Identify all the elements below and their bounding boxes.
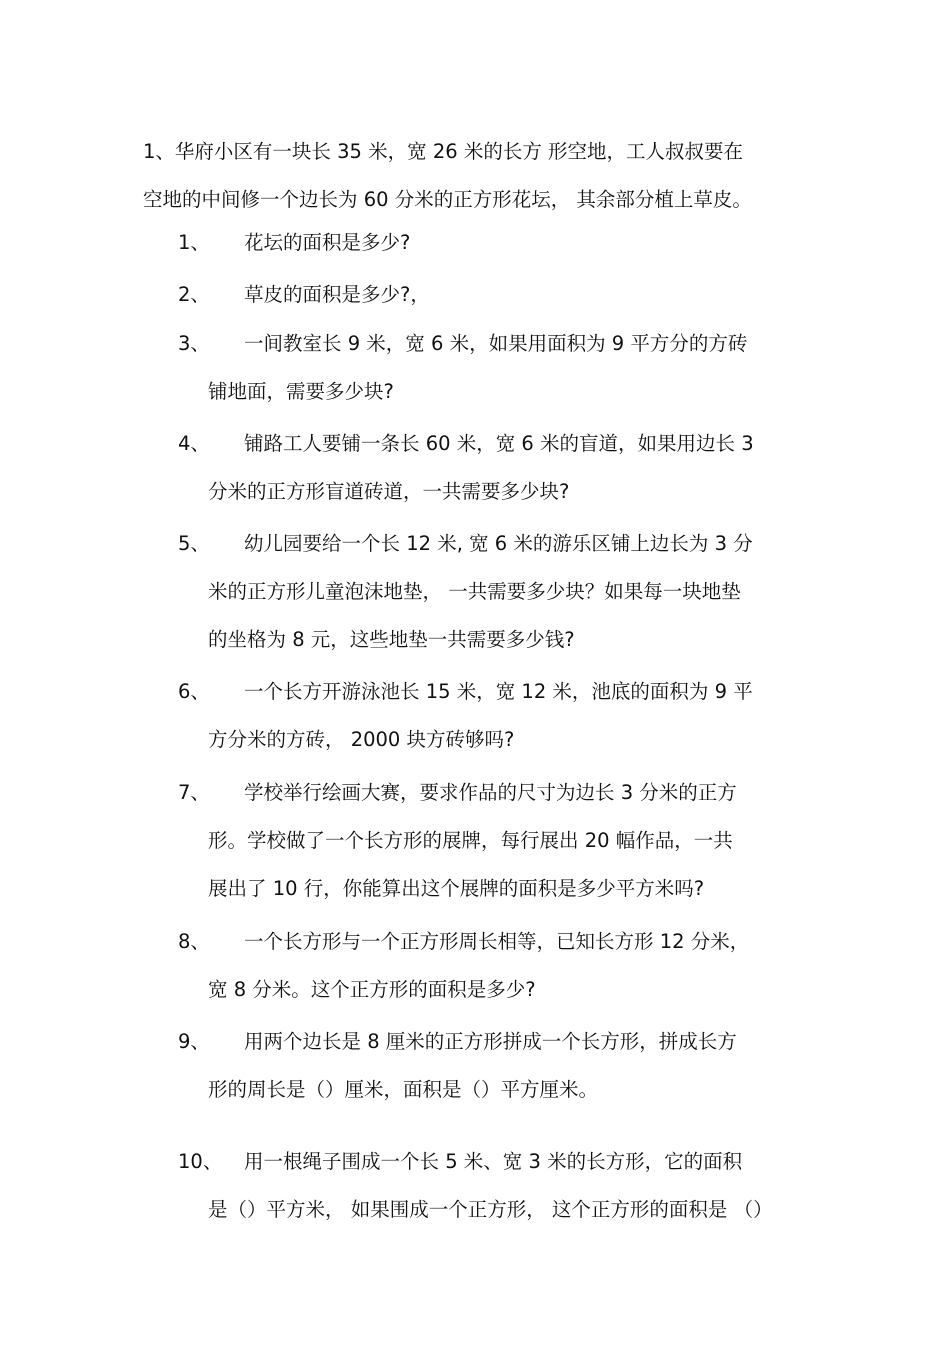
question-text: 展出了 10 行，你能算出这个展牌的面积是多少平方米吗? <box>208 877 705 900</box>
question-text: 形。学校做了一个长方形的展牌，每行展出 20 幅作品，一共 <box>208 829 733 852</box>
intro-paragraph <box>143 128 823 224</box>
question-9 <box>178 1018 828 1114</box>
question-text: 方分米的方砖， 2000 块方砖够吗? <box>208 728 515 751</box>
question-7 <box>178 769 828 913</box>
question-text: 用两个边长是 8 厘米的正方形拼成一个长方形，拼成长方 <box>244 1030 737 1053</box>
question-2 <box>178 271 828 319</box>
question-number: 1、 <box>178 231 210 254</box>
question-number: 5、 <box>178 532 210 555</box>
question-4 <box>178 420 828 516</box>
question-8 <box>178 918 828 1014</box>
question-number: 8、 <box>178 930 210 953</box>
question-number: 6、 <box>178 680 210 703</box>
question-text: 幼儿园要给一个长 12 米, 宽 6 米的游乐区铺上边长为 3 分 <box>244 532 753 555</box>
question-5 <box>178 520 828 664</box>
question-text: 学校举行绘画大赛，要求作品的尺寸为边长 3 分米的正方 <box>244 781 737 804</box>
question-text: 铺地面，需要多少块? <box>208 380 394 403</box>
question-3 <box>178 320 828 416</box>
question-number: 2、 <box>178 283 210 306</box>
question-1 <box>178 219 828 267</box>
question-text: 一个长方形与一个正方形周长相等，已知长方形 12 分米， <box>244 930 750 953</box>
question-number: 4、 <box>178 432 210 455</box>
question-text: 一个长方开游泳池长 15 米，宽 12 米，池底的面积为 9 平 <box>244 680 753 703</box>
question-text: 草皮的面积是多少?， <box>244 283 430 306</box>
question-text: 是（）平方米， 如果围成一个正方形， 这个正方形的面积是 （） <box>208 1198 773 1221</box>
question-text: 用一根绳子围成一个长 5 米、宽 3 米的长方形，它的面积 <box>244 1150 743 1173</box>
question-number: 3、 <box>178 332 210 355</box>
intro-line: 1、华府小区有一块长 35 米，宽 26 米的长方 形空地，工人叔叔要在 <box>143 140 744 163</box>
question-number: 9、 <box>178 1030 210 1053</box>
question-number: 7、 <box>178 781 210 804</box>
question-text: 形的周长是（）厘米，面积是（）平方厘米。 <box>208 1078 599 1101</box>
question-6 <box>178 668 828 764</box>
intro-line: 空地的中间修一个边长为 60 分米的正方形花坛， 其余部分植上草皮。 <box>143 188 752 211</box>
question-10 <box>178 1138 828 1234</box>
question-text: 米的正方形儿童泡沫地垫， 一共需要多少块？如果每一块地垫 <box>208 580 741 603</box>
question-text: 一间教室长 9 米，宽 6 米，如果用面积为 9 平方分的方砖 <box>244 332 748 355</box>
question-text: 的坐格为 8 元，这些地垫一共需要多少钱? <box>208 628 575 651</box>
question-text: 花坛的面积是多少? <box>244 231 411 254</box>
question-text: 分米的正方形盲道砖道，一共需要多少块? <box>208 480 570 503</box>
question-text: 铺路工人要铺一条长 60 米，宽 6 米的盲道，如果用边长 3 <box>244 432 754 455</box>
question-text: 宽 8 分米。这个正方形的面积是多少? <box>208 978 536 1001</box>
question-number: 10、 <box>178 1150 223 1173</box>
